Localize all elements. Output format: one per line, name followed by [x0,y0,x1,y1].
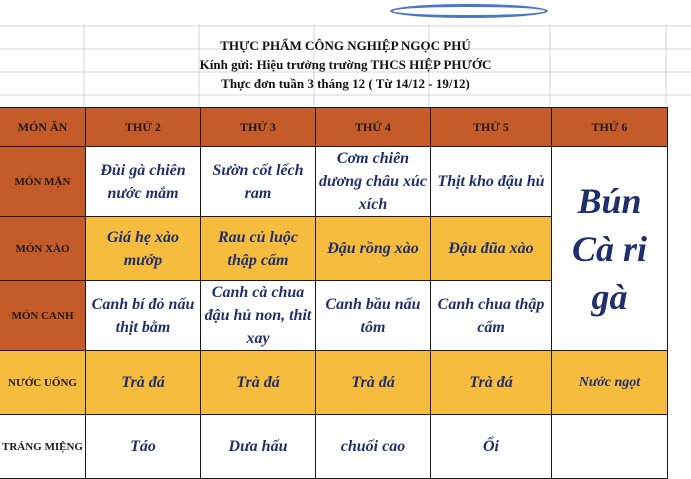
cell-soup-mon[interactable]: Canh bí đỏ nấu thịt bằm [86,281,201,351]
header-cell-wed[interactable] [316,108,431,147]
table-row-drink [0,351,668,415]
cell-soup-thu[interactable]: Canh chua thập cẩm [431,281,552,351]
menu-week-line: Thực đơn tuần 3 tháng 12 ( Từ 14/12 - 19/12) [221,76,470,91]
highlight-ellipse-shape[interactable] [390,4,548,18]
cell-dessert-mon[interactable]: Táo [86,415,201,479]
cell-drink-wed[interactable]: Trà đá [316,351,431,415]
header-cell-dish[interactable] [0,108,86,147]
cell-dessert-wed[interactable]: chuối cao [316,415,431,479]
cell-dessert-fri[interactable] [552,415,668,479]
row-label-stir-fry[interactable]: MÓN XÀO [0,217,86,281]
header-label: THỨ 5 [473,120,509,134]
row-label-drink[interactable]: NƯỚC UỐNG [0,351,86,415]
header-row [0,108,668,147]
cell-stirfry-tue[interactable]: Rau củ luộc thập cẩm [201,217,316,281]
cell-stirfry-wed[interactable]: Đậu rồng xào [316,217,431,281]
header-cell-thu[interactable] [431,108,552,147]
table-row-main-dish [0,147,668,217]
cell-main-thu[interactable]: Thịt kho đậu hủ [431,147,552,217]
row-label-dessert[interactable]: TRÁNG MIỆNG [0,415,86,479]
table-row-dessert [0,415,668,479]
row-label-main-dish[interactable]: MÓN MẶN [0,147,86,217]
header-label: MÓN ĂN [17,120,68,134]
cell-drink-fri[interactable]: Nước ngọt [552,351,668,415]
cell-main-tue[interactable]: Sườn cốt lếch ram [201,147,316,217]
cell-friday-main-dish[interactable]: Bún Cà ri gà [552,147,668,351]
cell-dessert-tue[interactable]: Dưa hấu [201,415,316,479]
cell-stirfry-mon[interactable]: Giá hẹ xào mướp [86,217,201,281]
cell-dessert-thu[interactable]: Ổi [431,415,552,479]
cell-main-wed[interactable]: Cơm chiên dương châu xúc xích [316,147,431,217]
cell-stirfry-thu[interactable]: Đậu đũa xào [431,217,552,281]
cell-soup-wed[interactable]: Canh bầu nấu tôm [316,281,431,351]
header-label: THỨ 6 [591,120,628,134]
header-label: THỨ 2 [125,120,161,134]
header-label: THỨ 3 [240,120,276,134]
cell-drink-tue[interactable]: Trà đá [201,351,316,415]
cell-soup-tue[interactable]: Canh cà chua đậu hủ non, thit xay [201,281,316,351]
weekly-menu-table [0,107,668,479]
cell-main-mon[interactable]: Đùi gà chiên nước mắm [86,147,201,217]
row-label-soup[interactable]: MÓN CANH [0,281,86,351]
header-label: THỨ 4 [355,120,391,134]
cell-drink-mon[interactable]: Trà đá [86,351,201,415]
recipient-line: Kính gửi: Hiệu trưởng trường THCS HIỆP PHƯỚC [199,57,492,72]
company-title: THỰC PHẨM CÔNG NGHIỆP NGỌC PHÚ [220,38,471,53]
header-cell-tue[interactable] [201,108,316,147]
header-cell-mon[interactable] [86,108,201,147]
cell-drink-thu[interactable]: Trà đá [431,351,552,415]
header-cell-fri[interactable] [552,108,668,147]
